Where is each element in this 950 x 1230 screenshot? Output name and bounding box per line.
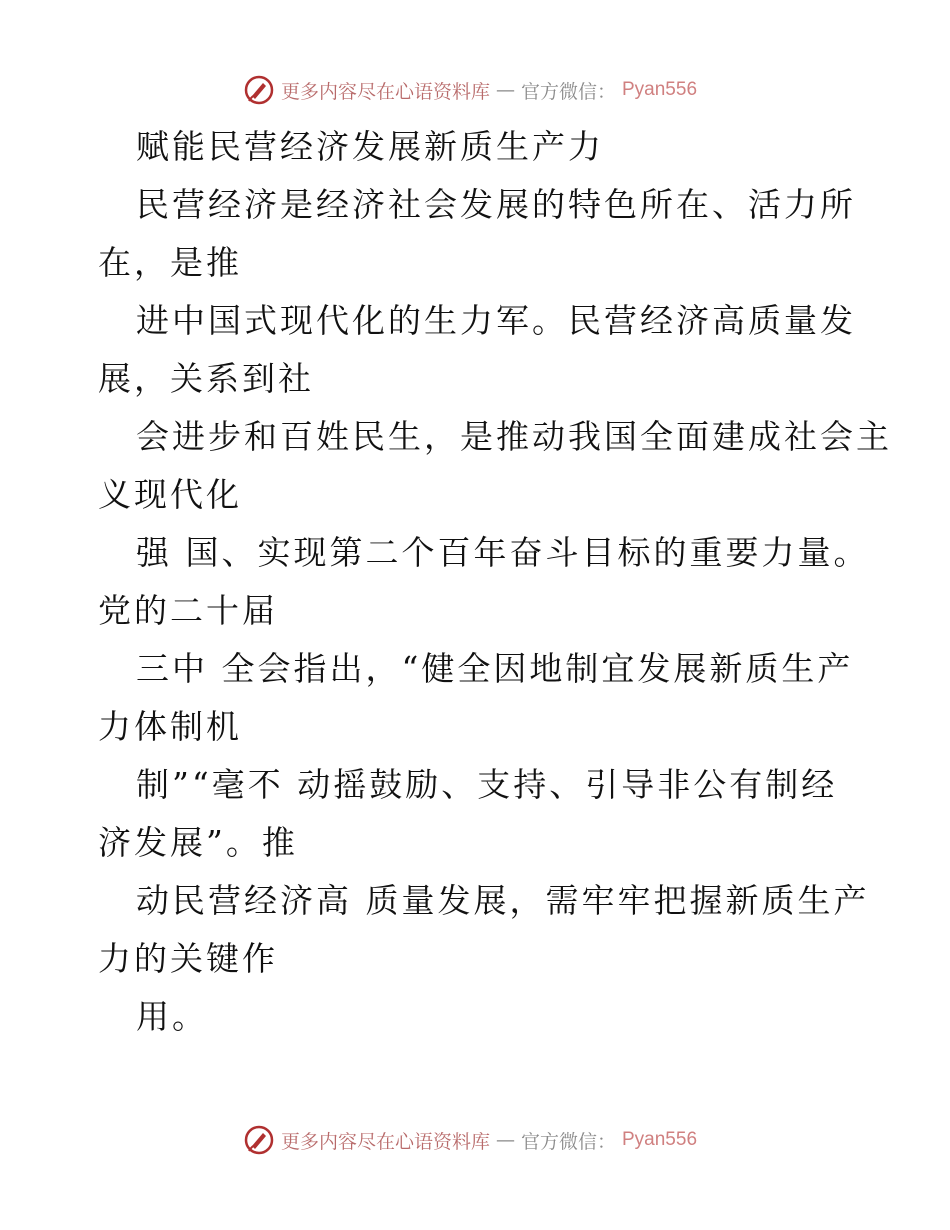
paragraph-line: 力体制机 xyxy=(98,707,242,746)
footer-watermark xyxy=(0,1120,950,1160)
paragraph-line: 用。 xyxy=(136,997,208,1036)
watermark-wechat-label: 官方微信： xyxy=(520,1130,616,1153)
paragraph-line: 民营经济是经济社会发展的特色所在、活力所 xyxy=(136,185,856,224)
watermark-separator: — xyxy=(495,79,515,101)
paragraph-line: 会进步和百姓民生，是推动我国全面建成社会主 xyxy=(136,417,892,456)
pen-logo-icon xyxy=(243,74,275,106)
paragraph-line: 强 国、实现第二个百年奋斗目标的重要力量。 xyxy=(136,533,870,572)
watermark-group xyxy=(243,74,697,106)
watermark-site-text: 更多内容尽在心语资料库 xyxy=(280,1130,490,1153)
paragraph-line: 党的二十届 xyxy=(98,591,278,630)
paragraph-line: 三中 全会指出，“健全因地制宜发展新质生产 xyxy=(136,649,854,688)
paragraph-line: 动民营经济高 质量发展，需牢牢把握新质生产 xyxy=(136,881,870,920)
header-watermark xyxy=(0,70,950,110)
paragraph-line: 展，关系到社 xyxy=(98,359,314,398)
paragraph-line: 义现代化 xyxy=(98,475,242,514)
watermark-site-text: 更多内容尽在心语资料库 xyxy=(280,80,490,103)
paragraph-line: 济发展”。推 xyxy=(98,823,298,862)
paragraph-line: 在，是推 xyxy=(98,243,242,282)
paragraph-line: 进中国式现代化的生力军。民营经济高质量发 xyxy=(136,301,856,340)
watermark-wechat-id: Pyan556 xyxy=(622,1129,698,1150)
pen-logo-icon xyxy=(243,1124,275,1156)
watermark-wechat-id: Pyan556 xyxy=(622,79,698,100)
watermark-group xyxy=(243,1124,697,1156)
watermark-wechat-label: 官方微信： xyxy=(520,80,616,103)
watermark-separator: — xyxy=(495,1129,515,1151)
document-title: 赋能民营经济发展新质生产力 xyxy=(136,127,604,166)
paragraph-line: 制”“毫不 动摇鼓励、支持、引导非公有制经 xyxy=(136,765,838,804)
document-body xyxy=(98,118,892,1046)
paragraph-line: 力的关键作 xyxy=(98,939,278,978)
